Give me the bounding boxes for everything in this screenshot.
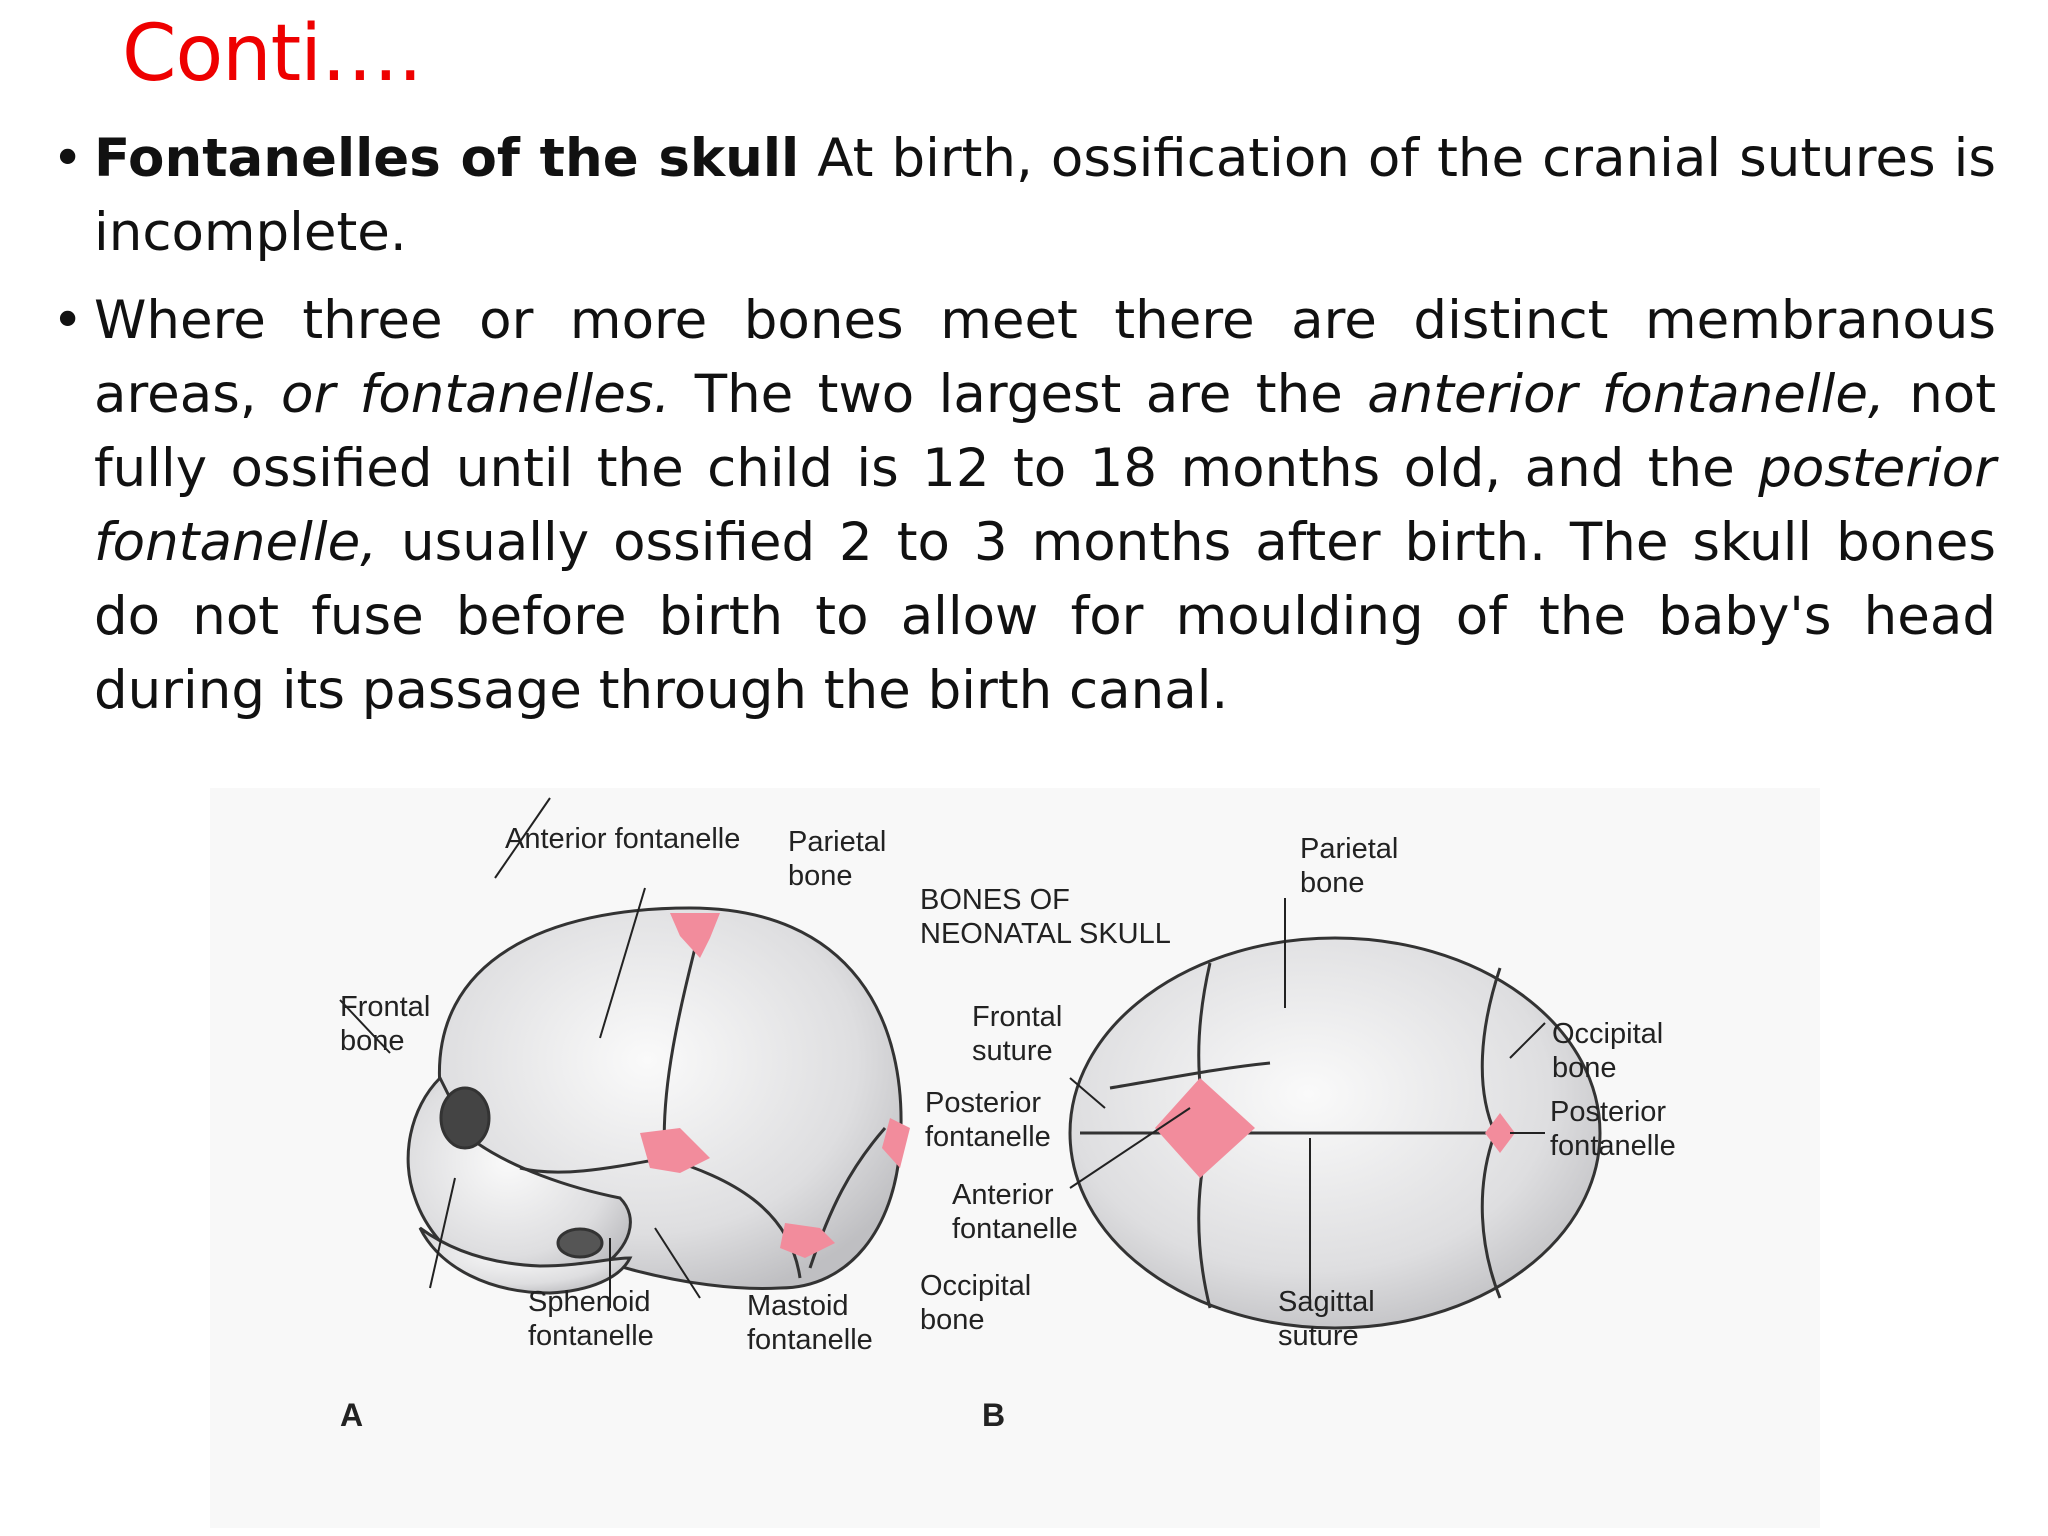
figure-heading-line1: BONES OF xyxy=(920,884,1070,916)
bullet-item xyxy=(52,122,1996,270)
label-posterior-fontanelle-right-line2: fontanelle xyxy=(1550,1130,1676,1162)
label-anterior-fontanelle-top-line2: fontanelle xyxy=(952,1213,1078,1245)
label-parietal-bone-top-line2: bone xyxy=(1300,867,1365,899)
label-occipital-bone-line1: Occipital xyxy=(920,1270,1032,1302)
label-parietal-bone-line2: bone xyxy=(788,860,853,892)
label-anterior-fontanelle: Anterior fontanelle xyxy=(505,823,741,855)
slide-title: Conti…. xyxy=(122,9,422,99)
label-occipital-bone-top-line1: Occipital xyxy=(1552,1018,1664,1050)
label-anterior-fontanelle-top-line1: Anterior xyxy=(952,1179,1054,1211)
label-occipital-bone-top-line2: bone xyxy=(1552,1052,1617,1084)
skull-figure xyxy=(210,788,1820,1528)
label-occipital-bone-line2: bone xyxy=(920,1304,985,1336)
label-parietal-bone-top-line1: Parietal xyxy=(1300,833,1399,865)
figure-heading-line2: NEONATAL SKULL xyxy=(920,918,1171,950)
label-sagittal-suture-line1: Sagittal xyxy=(1278,1286,1375,1318)
bullet-item xyxy=(52,284,1996,728)
bullet-text xyxy=(94,284,1996,728)
panel-letter-b: B xyxy=(982,1397,1006,1433)
label-frontal-suture-line1: Frontal xyxy=(972,1001,1063,1033)
text-run: not fully ossified until the child is 12 to 18 months old, and the xyxy=(94,364,1997,499)
label-frontal-bone-line1: Frontal xyxy=(340,991,431,1023)
text-run: usually ossified 2 to 3 months after birth. The skull bones do not fuse before birth to allow for moulding of the baby's head during its passage through the birth canal. xyxy=(94,512,1996,721)
label-mastoid-fontanelle-line1: Mastoid xyxy=(747,1290,849,1322)
text-run: The two largest are the xyxy=(670,364,1368,425)
label-posterior-fontanelle-left-line2: fontanelle xyxy=(925,1121,1051,1153)
italic-term: or fontanelles. xyxy=(281,364,671,425)
italic-term: posterior fontanelle, xyxy=(94,438,1996,573)
label-posterior-fontanelle-right-line1: Posterior xyxy=(1550,1096,1667,1128)
bullet-text xyxy=(94,122,1996,270)
label-sphenoid-fontanelle-line1: Sphenoid xyxy=(528,1286,651,1318)
bold-term: Fontanelles of the skull xyxy=(94,128,800,189)
text-run: Where three or more bones meet there are distinct membranous areas, xyxy=(94,290,1996,425)
ear-opening xyxy=(558,1229,602,1257)
label-sphenoid-fontanelle-line2: fontanelle xyxy=(528,1320,654,1352)
bullet-dot-icon: • xyxy=(52,128,84,189)
label-mastoid-fontanelle-line2: fontanelle xyxy=(747,1324,873,1356)
skull-diagram xyxy=(210,788,1820,1528)
orbit xyxy=(441,1088,489,1148)
label-posterior-fontanelle-left-line1: Posterior xyxy=(925,1087,1042,1119)
label-sagittal-suture-line2: suture xyxy=(1278,1320,1359,1352)
bullet-list xyxy=(52,122,1996,742)
bullet-dot-icon: • xyxy=(52,290,84,351)
panel-letter-a: A xyxy=(340,1397,364,1433)
label-frontal-suture-line2: suture xyxy=(972,1035,1053,1067)
label-frontal-bone-line2: bone xyxy=(340,1025,405,1057)
italic-term: anterior fontanelle, xyxy=(1367,364,1885,425)
bullet-body: At birth, ossification of the cranial sutures is incomplete. xyxy=(94,128,1996,263)
label-parietal-bone-line1: Parietal xyxy=(788,826,887,858)
